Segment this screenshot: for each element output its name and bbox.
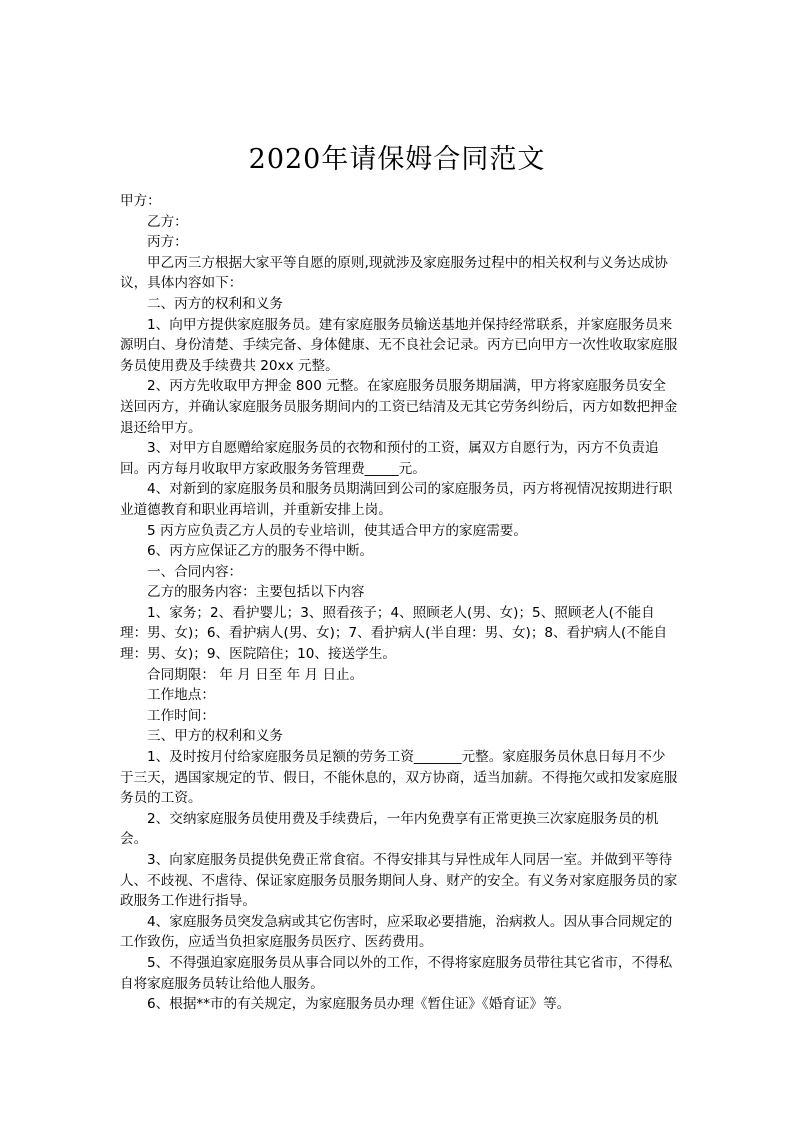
paragraph: 3、对甲方自愿赠给家庭服务员的衣物和预付的工资，属双方自愿行为，丙方不负责追回。丙方每月收取甲方家政服务务管理费_____元。: [120, 440, 659, 477]
paragraph: 6、丙方应保证乙方的服务不得中断。: [147, 543, 374, 560]
paragraph: 5、不得强迫家庭服务员从事合同以外的工作，不得将家庭服务员带往其它省市，不得私自将家庭服务员转让给他人服务。: [120, 954, 673, 992]
paragraph: 4、对新到的家庭服务员和服务员期满回到公司的家庭服务员，丙方将视情况按期进行职业道德教育和职业再培训，并重新安排上岗。: [120, 481, 673, 518]
paragraph: 1、家务；2、看护婴儿；3、照看孩子；4、照顾老人(男、女)；5、照顾老人(不能自理：男、女)；6、看护病人(男、女)；7、看护病人(半自理：男、女)；8、看护病人(不能自理：男、女)；9、医院陪住；10、接送学生。: [120, 604, 668, 663]
paragraph: 二、丙方的权利和义务: [147, 295, 283, 312]
paragraph: 5 丙方应负责乙方人员的专业培训，使其适合甲方的家庭需要。: [147, 522, 527, 539]
paragraph: 2、丙方先收取甲方押金 800 元整。在家庭服务员服务期届满，甲方将家庭服务员安全送回丙方，并确认家庭服务员服务期间内的工资已结清及无其它劳务纠纷后，丙方如数把押金退还给甲方。: [120, 378, 678, 436]
paragraph: 一、合同内容：: [147, 563, 243, 580]
paragraph: 4、家庭服务员突发急病或其它伤害时，应采取必要措施，治病救人。因从事合同规定的工作致伤，应适当负担家庭服务员医疗、医药费用。: [120, 913, 673, 951]
paragraph: 2、交纳家庭服务员使用费及手续费后，一年内免费享有正常更换三次家庭服务员的机会。: [120, 810, 659, 848]
paragraph: 甲方：: [120, 193, 161, 209]
paragraph: 甲乙丙三方根据大家平等自愿的原则,现就涉及家庭服务过程中的相关权利与义务达成协议，具体内容如下：: [120, 254, 668, 292]
paragraph: 合同期限： 年 月 日至 年 月 日止。: [147, 666, 364, 683]
paragraph: 6、根据**市的有关规定，为家庭服务员办理《暂住证》《婚育证》等。: [147, 996, 571, 1013]
document-title: 2020年请保姆合同范文: [248, 144, 546, 176]
paragraph: 1、向甲方提供家庭服务员。建有家庭服务员输送基地并保持经常联系，并家庭服务员来源明白、身份清楚、手续完备、身体健康、无不良社会记录。丙方已向甲方一次性收取家庭服务员使用费及手续费共 20xx 元整。: [120, 316, 678, 374]
paragraph: 乙方：: [147, 213, 188, 230]
document-body: [120, 191, 678, 1015]
paragraph: 3、向家庭服务员提供免费正常食宿。不得安排其与异性成年人同居一室。并做到平等待人、不歧视、不虐待、保证家庭服务员服务期间人身、财产的安全。有义务对家庭服务员的家政服务工作进行指导。: [120, 852, 678, 910]
paragraph: 1、及时按月付给家庭服务员足额的劳务工资_______元整。家庭服务员休息日每月不少于三天，遇国家规定的节、假日，不能休息的，双方协商，适当加薪。不得拖欠或扣发家庭服务员的工资。: [120, 749, 678, 807]
paragraph: 工作时间：: [147, 707, 215, 724]
paragraph: 三、甲方的权利和义务: [147, 728, 283, 745]
paragraph: 乙方的服务内容：主要包括以下内容: [147, 584, 365, 601]
paragraph: 工作地点：: [147, 687, 215, 704]
paragraph: 丙方：: [147, 234, 188, 251]
